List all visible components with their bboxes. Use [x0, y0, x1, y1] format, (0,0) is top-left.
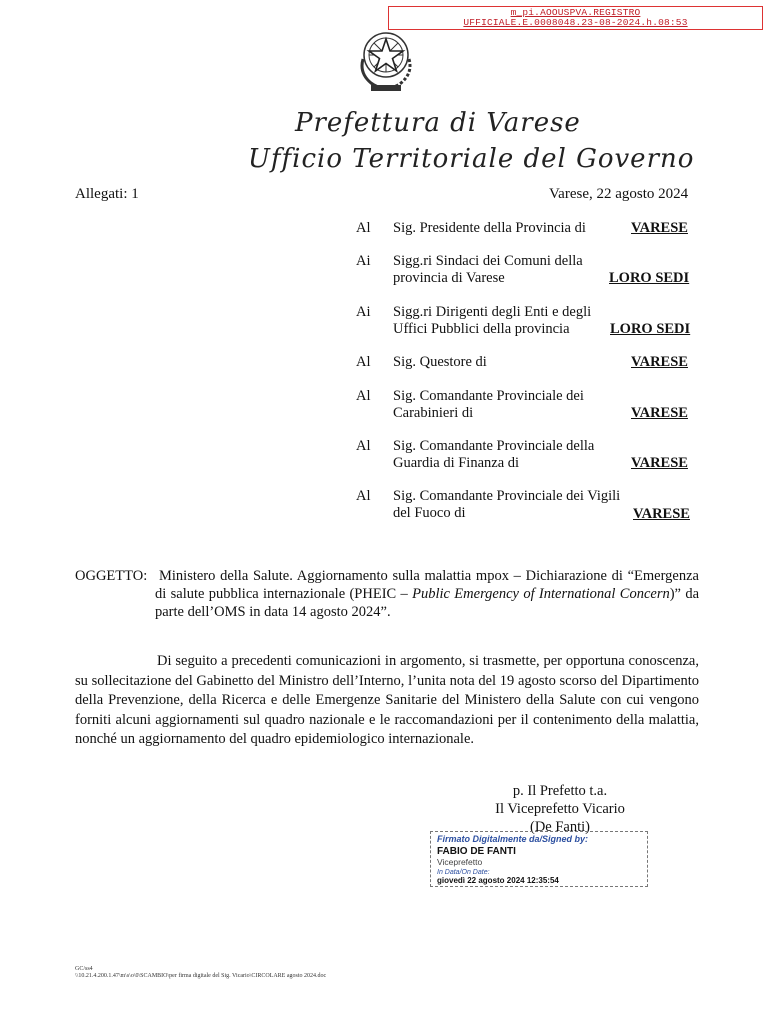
stamp-line-2: UFFICIALE.E.0008048.23-08-2024.h.08:53	[463, 17, 688, 28]
footer-path: \\10.21.4.200.1.47\m\s\o\0\SCAMBIO\per firma digitale del Sig. Vicario\CIRCOLARE agosto 2024.doc	[75, 973, 327, 979]
signer-role: Viceprefetto	[437, 857, 483, 867]
recipient-text: Sigg.ri Dirigenti degli Enti e degli Uffici Pubblici della provincia	[393, 304, 592, 337]
subject-part-2: )” da parte dell’OMS in data 14 agosto 2024”.	[155, 586, 700, 620]
recipient-text: Sig. Comandante Provinciale dei Vigili del Fuoco di	[393, 488, 621, 521]
recipient-prefix: Al	[356, 388, 371, 404]
attachments-count: Allegati: 1	[75, 186, 139, 202]
signer-name: FABIO DE FANTI	[437, 846, 516, 857]
recipient-prefix: Al	[356, 438, 371, 454]
signed-by-caption: Firmato Digitalmente da/Signed by:	[437, 834, 589, 844]
recipient-text: Sig. Presidente della Provincia di	[393, 220, 586, 236]
signature-line-3: (De Fanti)	[530, 819, 590, 835]
recipient-destination: VARESE	[631, 354, 688, 370]
stamp-line-1: m_pi.AOOUSPVA.REGISTRO	[510, 7, 641, 18]
recipient-text: Sig. Questore di	[393, 354, 487, 370]
recipient-text: Sigg.ri Sindaci dei Comuni della provincia di Varese	[393, 253, 583, 286]
recipient-destination: VARESE	[631, 220, 688, 236]
signature-block	[450, 782, 670, 836]
recipient-prefix: Ai	[356, 253, 371, 269]
subject-text	[155, 567, 699, 621]
footer	[75, 966, 326, 980]
prefecture-subtitle: Ufficio Territoriale del Governo	[248, 144, 695, 174]
recipient-destination: VARESE	[631, 405, 688, 421]
protocol-stamp	[388, 6, 763, 30]
recipient-text: Sig. Comandante Provinciale dei Carabinieri di	[393, 388, 584, 421]
footer-initials: GC/ss4	[75, 966, 93, 972]
date-caption: In Data/On Date:	[437, 869, 490, 876]
recipient-prefix: Al	[356, 220, 371, 236]
recipient-text: Sig. Comandante Provinciale della Guardia di Finanza di	[393, 438, 595, 471]
prefecture-title: Prefettura di Varese	[295, 108, 581, 138]
digital-signature-box	[430, 831, 648, 887]
subject-label: OGGETTO:	[75, 568, 148, 584]
recipient-prefix: Al	[356, 354, 371, 370]
subject-italic: Public Emergency of International Concern	[412, 586, 670, 602]
recipient-destination: LORO SEDI	[609, 270, 690, 286]
recipient-destination: VARESE	[633, 506, 690, 522]
republic-emblem-icon	[355, 25, 417, 95]
recipient-prefix: Al	[356, 488, 371, 504]
body-paragraph: Di seguito a precedenti comunicazioni in argomento, si trasmette, per opportuna conoscenza, su sollecitazione del Gabinetto del Ministro dell’Interno, l’unita nota del 19 agosto scorso del Dipartimento della Prevenzione, della Ricerca e delle Emergenze Sanitarie del Ministero della Salute con cui vengono forniti alcuni aggiornamenti sul quadro nazionale e le raccomandazioni per il contenimento della malattia, nonché un aggiornamento del quadro epidemiologico internazionale.	[75, 653, 699, 747]
recipient-destination: LORO SEDI	[610, 321, 691, 337]
recipient-destination: VARESE	[631, 455, 688, 471]
place-date: Varese, 22 agosto 2024	[549, 186, 689, 202]
signature-line-2: Il Viceprefetto Vicario	[495, 801, 625, 817]
signature-line-1: p. Il Prefetto t.a.	[512, 783, 608, 799]
recipient-prefix: Ai	[356, 304, 371, 320]
subject-part-1: Ministero della Salute. Aggiornamento sulla malattia mpox – Dichiarazione di “Emergenza di salute pubblica internazionale (PHEIC –	[155, 568, 699, 602]
signature-date: giovedì 22 agosto 2024 12:35:54	[437, 876, 559, 885]
